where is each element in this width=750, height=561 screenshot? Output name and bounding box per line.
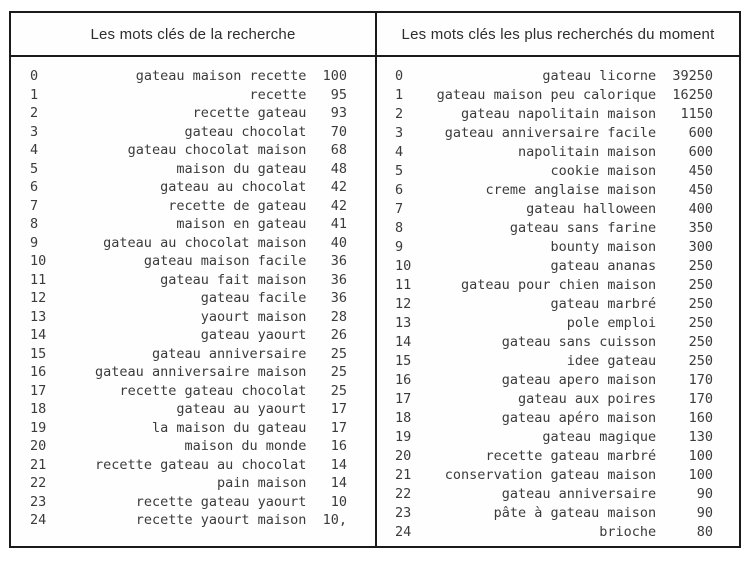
row-keyword: gateau anniversaire bbox=[501, 486, 657, 502]
row-index: 0 bbox=[30, 68, 39, 84]
row-index: 1 bbox=[395, 87, 404, 103]
row-value: 41 bbox=[330, 216, 347, 232]
row-index: 21 bbox=[395, 467, 412, 483]
row-keyword: gateau anniversaire maison bbox=[95, 364, 307, 380]
row-index: 1 bbox=[30, 86, 39, 103]
row-value: 26 bbox=[330, 327, 347, 343]
row-keyword: maison du monde bbox=[184, 438, 307, 454]
row-keyword: maison en gateau bbox=[176, 216, 307, 232]
row-index: 6 bbox=[30, 179, 39, 195]
row-value: 90 bbox=[696, 486, 713, 502]
row-value: 10 bbox=[330, 493, 347, 510]
row-keyword: gateau facile bbox=[200, 290, 307, 306]
row-index: 3 bbox=[395, 125, 404, 141]
table-row bbox=[395, 486, 713, 505]
table-row bbox=[30, 457, 347, 476]
row-index: 4 bbox=[30, 142, 39, 158]
left-table bbox=[11, 57, 377, 546]
table-row bbox=[30, 235, 347, 254]
row-keyword: pâte à gateau maison bbox=[493, 505, 657, 521]
row-keyword: recette bbox=[249, 86, 307, 103]
table-row bbox=[395, 372, 713, 391]
row-keyword: gateau sans farine bbox=[509, 220, 657, 236]
row-keyword: pole emploi bbox=[566, 315, 657, 331]
row-value: 130 bbox=[688, 429, 713, 445]
row-index: 24 bbox=[395, 524, 412, 540]
left-table-title: Les mots clés de la recherche bbox=[90, 25, 296, 43]
table-row bbox=[395, 505, 713, 524]
row-keyword: gateau apero maison bbox=[501, 372, 657, 388]
right-table-title: Les mots clés les plus recherchés du moment bbox=[401, 25, 715, 43]
table-row bbox=[395, 106, 713, 125]
table-row bbox=[30, 494, 347, 513]
row-value: 17 bbox=[330, 401, 347, 417]
row-index: 15 bbox=[30, 345, 47, 362]
row-keyword: gateau maison facile bbox=[143, 253, 307, 269]
row-keyword: recette gateau marbré bbox=[485, 448, 657, 464]
row-index: 11 bbox=[395, 277, 412, 293]
row-index: 23 bbox=[30, 493, 47, 510]
row-value: 28 bbox=[330, 308, 347, 325]
row-value: 36 bbox=[330, 290, 347, 306]
row-index: 22 bbox=[395, 486, 412, 502]
row-keyword: gateau chocolat bbox=[184, 123, 307, 140]
row-index: 17 bbox=[395, 391, 412, 407]
row-value: 600 bbox=[688, 125, 713, 141]
row-index: 10 bbox=[30, 253, 47, 269]
row-value: 400 bbox=[688, 201, 713, 217]
table-row bbox=[395, 144, 713, 163]
row-value: 68 bbox=[330, 142, 347, 158]
row-index: 21 bbox=[30, 456, 47, 473]
row-keyword: gateau apéro maison bbox=[501, 410, 657, 426]
table-row bbox=[30, 309, 347, 328]
row-value: 40 bbox=[330, 234, 347, 251]
row-value: 36 bbox=[330, 253, 347, 269]
row-value: 25 bbox=[330, 382, 347, 399]
row-value: 170 bbox=[688, 391, 713, 407]
table-row bbox=[395, 296, 713, 315]
row-keyword: creme anglaise maison bbox=[485, 182, 657, 198]
table-row bbox=[30, 105, 347, 124]
table-row bbox=[30, 272, 347, 291]
row-value: 42 bbox=[330, 197, 347, 214]
row-keyword: gateau yaourt bbox=[200, 327, 307, 343]
row-keyword: recette gateau bbox=[192, 105, 307, 121]
row-value: 42 bbox=[330, 179, 347, 195]
table-row bbox=[30, 512, 347, 531]
row-index: 0 bbox=[395, 68, 404, 84]
row-keyword: pain maison bbox=[216, 475, 307, 491]
table-row bbox=[30, 161, 347, 180]
row-value: 17 bbox=[330, 419, 347, 436]
row-index: 16 bbox=[395, 372, 412, 388]
row-value: 90 bbox=[696, 505, 713, 521]
row-index: 24 bbox=[30, 512, 47, 528]
table-row bbox=[30, 142, 347, 161]
row-index: 18 bbox=[395, 410, 412, 426]
row-value: 250 bbox=[688, 353, 713, 369]
row-keyword: gateau aux poires bbox=[517, 391, 657, 407]
row-index: 13 bbox=[395, 315, 412, 331]
row-keyword: recette gateau yaourt bbox=[135, 493, 307, 510]
table-row bbox=[395, 391, 713, 410]
row-value: 250 bbox=[688, 334, 713, 350]
row-index: 20 bbox=[395, 448, 412, 464]
table-row bbox=[395, 277, 713, 296]
row-value: 16250 bbox=[672, 87, 714, 103]
row-value: 350 bbox=[688, 220, 713, 236]
row-value: 10, bbox=[322, 512, 348, 528]
table-row bbox=[395, 125, 713, 144]
row-keyword: recette de gateau bbox=[168, 197, 307, 214]
row-index: 18 bbox=[30, 401, 47, 417]
row-keyword: gateau sans cuisson bbox=[501, 334, 657, 350]
row-value: 450 bbox=[688, 182, 713, 198]
table-row bbox=[395, 220, 713, 239]
row-value: 600 bbox=[688, 144, 713, 160]
row-index: 19 bbox=[30, 419, 47, 436]
table-row bbox=[30, 198, 347, 217]
row-keyword: recette gateau au chocolat bbox=[95, 456, 307, 473]
row-keyword: gateau halloween bbox=[526, 201, 657, 217]
row-value: 250 bbox=[688, 315, 713, 331]
row-index: 19 bbox=[395, 429, 412, 445]
row-keyword: cookie maison bbox=[550, 163, 657, 179]
row-keyword: napolitain maison bbox=[517, 144, 657, 160]
row-value: 250 bbox=[688, 258, 713, 274]
row-index: 9 bbox=[395, 239, 404, 255]
row-value: 14 bbox=[330, 475, 347, 491]
table-row bbox=[395, 239, 713, 258]
row-value: 95 bbox=[330, 86, 347, 103]
table-row bbox=[30, 346, 347, 365]
row-index: 12 bbox=[30, 290, 47, 306]
row-index: 4 bbox=[395, 144, 404, 160]
row-keyword: conservation gateau maison bbox=[444, 467, 657, 483]
row-index: 12 bbox=[395, 296, 412, 312]
row-index: 5 bbox=[395, 163, 404, 179]
row-index: 8 bbox=[30, 216, 39, 232]
left-table-title-cell bbox=[11, 13, 377, 55]
row-keyword: la maison du gateau bbox=[151, 419, 307, 436]
row-index: 14 bbox=[30, 327, 47, 343]
row-value: 36 bbox=[330, 271, 347, 288]
row-keyword: gateau chocolat maison bbox=[127, 142, 307, 158]
table-row bbox=[395, 524, 713, 543]
row-value: 93 bbox=[330, 105, 347, 121]
table-row bbox=[395, 258, 713, 277]
row-keyword: gateau maison peu calorique bbox=[436, 87, 657, 103]
row-index: 22 bbox=[30, 475, 47, 491]
row-index: 23 bbox=[395, 505, 412, 521]
table-row bbox=[30, 401, 347, 420]
row-index: 9 bbox=[30, 234, 39, 251]
row-value: 170 bbox=[688, 372, 713, 388]
row-index: 14 bbox=[395, 334, 412, 350]
row-value: 160 bbox=[688, 410, 713, 426]
row-keyword: gateau marbré bbox=[550, 296, 657, 312]
table-row bbox=[30, 327, 347, 346]
row-index: 2 bbox=[395, 106, 404, 122]
row-keyword: gateau napolitain maison bbox=[461, 106, 657, 122]
right-table-title-cell bbox=[377, 13, 739, 55]
row-value: 1150 bbox=[680, 106, 713, 122]
table-row bbox=[395, 201, 713, 220]
table-row bbox=[395, 353, 713, 372]
row-keyword: bounty maison bbox=[550, 239, 657, 255]
table-row bbox=[30, 179, 347, 198]
row-keyword: gateau maison recette bbox=[135, 68, 307, 84]
row-index: 2 bbox=[30, 105, 39, 121]
row-value: 100 bbox=[688, 448, 713, 464]
row-keyword: gateau anniversaire facile bbox=[444, 125, 657, 141]
table-row bbox=[30, 420, 347, 439]
row-keyword: gateau pour chien maison bbox=[461, 277, 657, 293]
tables-frame bbox=[9, 11, 741, 548]
row-value: 14 bbox=[330, 456, 347, 473]
row-value: 16 bbox=[330, 438, 347, 454]
row-index: 10 bbox=[395, 258, 412, 274]
row-keyword: recette yaourt maison bbox=[135, 512, 307, 528]
row-keyword: gateau au chocolat maison bbox=[103, 234, 307, 251]
table-row bbox=[395, 334, 713, 353]
table-row bbox=[395, 68, 713, 87]
row-index: 8 bbox=[395, 220, 404, 236]
row-value: 250 bbox=[688, 277, 713, 293]
table-row bbox=[395, 429, 713, 448]
row-value: 70 bbox=[330, 123, 347, 140]
row-index: 5 bbox=[30, 160, 39, 177]
row-keyword: gateau fait maison bbox=[160, 271, 307, 288]
right-table bbox=[377, 57, 739, 546]
row-keyword: recette gateau chocolat bbox=[119, 382, 307, 399]
table-row bbox=[395, 87, 713, 106]
table-row bbox=[30, 124, 347, 143]
row-value: 25 bbox=[330, 364, 347, 380]
row-index: 3 bbox=[30, 123, 39, 140]
table-row bbox=[30, 364, 347, 383]
row-keyword: idee gateau bbox=[566, 353, 657, 369]
row-value: 300 bbox=[688, 239, 713, 255]
row-value: 25 bbox=[330, 345, 347, 362]
row-value: 450 bbox=[688, 163, 713, 179]
row-index: 11 bbox=[30, 271, 47, 288]
row-keyword: gateau au yaourt bbox=[176, 401, 307, 417]
row-index: 20 bbox=[30, 438, 47, 454]
row-index: 16 bbox=[30, 364, 47, 380]
table-row bbox=[30, 253, 347, 272]
tables-body bbox=[11, 57, 739, 546]
row-index: 15 bbox=[395, 353, 412, 369]
row-keyword: gateau anniversaire bbox=[151, 345, 307, 362]
header-row bbox=[11, 13, 739, 57]
row-index: 6 bbox=[395, 182, 404, 198]
row-keyword: brioche bbox=[599, 524, 657, 540]
row-value: 100 bbox=[322, 68, 348, 84]
table-row bbox=[395, 410, 713, 429]
table-row bbox=[395, 315, 713, 334]
table-row bbox=[395, 467, 713, 486]
table-row bbox=[395, 182, 713, 201]
table-row bbox=[30, 68, 347, 87]
row-index: 7 bbox=[395, 201, 404, 217]
row-value: 39250 bbox=[672, 68, 714, 84]
row-value: 100 bbox=[688, 467, 713, 483]
table-row bbox=[30, 290, 347, 309]
row-value: 80 bbox=[696, 524, 713, 540]
table-row bbox=[30, 475, 347, 494]
row-keyword: gateau au chocolat bbox=[160, 179, 307, 195]
row-index: 17 bbox=[30, 382, 47, 399]
row-value: 48 bbox=[330, 160, 347, 177]
row-keyword: gateau magique bbox=[542, 429, 657, 445]
row-index: 13 bbox=[30, 308, 47, 325]
row-keyword: yaourt maison bbox=[200, 308, 307, 325]
table-row bbox=[395, 163, 713, 182]
table-row bbox=[30, 87, 347, 106]
row-keyword: maison du gateau bbox=[176, 160, 307, 177]
table-row bbox=[30, 383, 347, 402]
row-value: 250 bbox=[688, 296, 713, 312]
row-keyword: gateau licorne bbox=[542, 68, 657, 84]
row-keyword: gateau ananas bbox=[550, 258, 657, 274]
table-row bbox=[30, 438, 347, 457]
table-row bbox=[395, 448, 713, 467]
table-row bbox=[30, 216, 347, 235]
row-index: 7 bbox=[30, 197, 39, 214]
